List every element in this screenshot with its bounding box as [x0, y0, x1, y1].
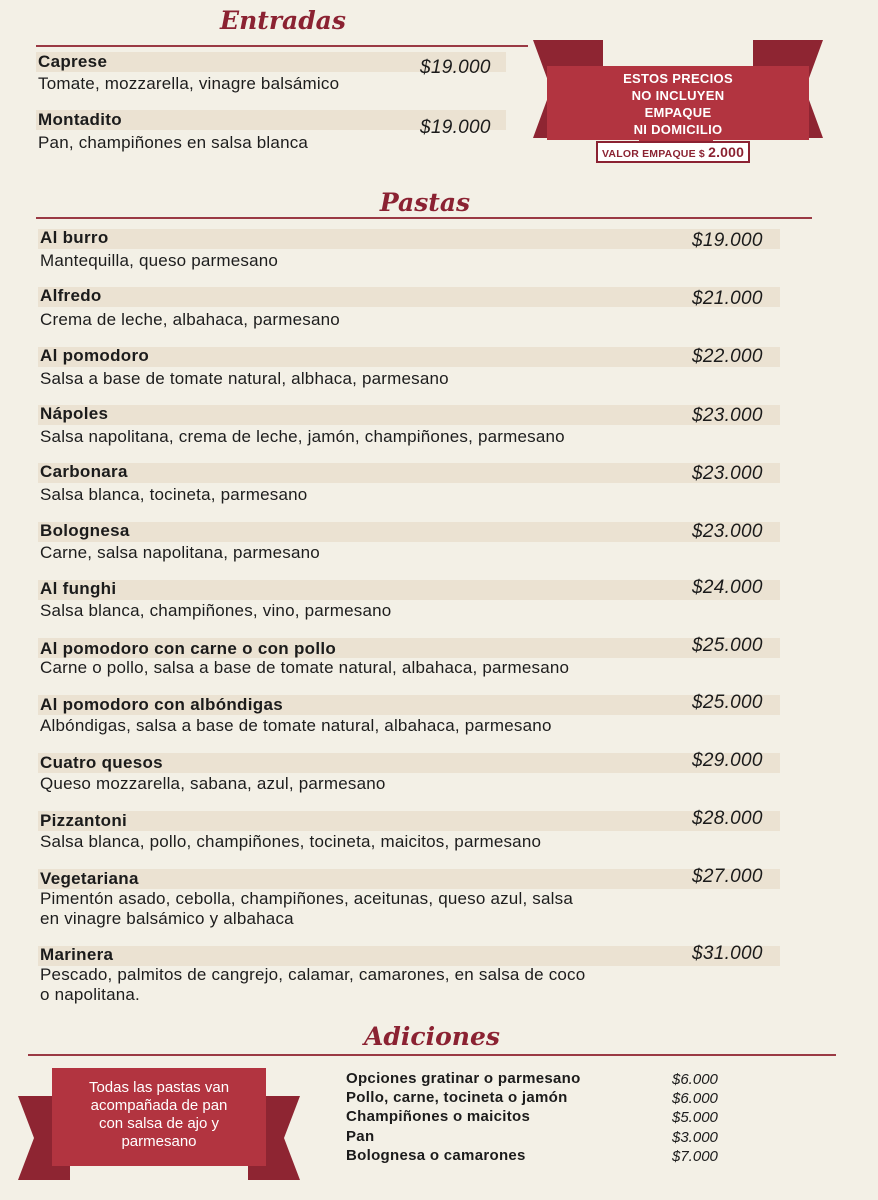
adiciones-title: Adiciones	[364, 1022, 500, 1051]
entrada-desc-caprese: Tomate, mozzarella, vinagre balsámico	[38, 74, 340, 93]
pasta-price: $31.000	[692, 943, 763, 964]
pasta-price: $21.000	[692, 288, 763, 309]
pasta-price: $25.000	[692, 692, 763, 713]
pasta-name: Al pomodoro	[40, 346, 150, 365]
packaging-fee-label: VALOR EMPAQUE $	[602, 148, 705, 160]
pasta-band	[38, 287, 780, 307]
pasta-desc-line2: o napolitana.	[40, 985, 140, 1004]
pasta-band	[38, 522, 780, 542]
addition-name: Opciones gratinar o parmesano	[346, 1070, 581, 1087]
pastas-title: Pastas	[379, 188, 471, 217]
side-note-text	[52, 1079, 266, 1151]
addition-name: Pan	[346, 1128, 375, 1145]
notice-text	[583, 70, 773, 138]
pasta-name: Pizzantoni	[40, 811, 128, 830]
pasta-price: $23.000	[692, 521, 763, 542]
pasta-price: $22.000	[692, 346, 763, 367]
addition-name: Pollo, carne, tocineta o jamón	[346, 1089, 568, 1106]
addition-price: $6.000	[672, 1090, 718, 1107]
notice-line-3: EMPAQUE	[644, 105, 712, 120]
pasta-name: Al pomodoro con albóndigas	[40, 695, 283, 714]
pasta-name: Vegetariana	[40, 869, 139, 888]
pasta-name: Al funghi	[40, 579, 117, 598]
addition-price: $5.000	[672, 1109, 718, 1126]
pasta-price: $23.000	[692, 463, 763, 484]
pasta-price: $27.000	[692, 866, 763, 887]
pastas-rule	[36, 217, 812, 219]
side-note-line-3: con salsa de ajo y	[98, 1115, 220, 1132]
pasta-name: Bolognesa	[40, 521, 130, 540]
notice-line-4: NI DOMICILIO	[633, 122, 723, 137]
pasta-price: $19.000	[692, 230, 763, 251]
packaging-fee-tag	[596, 141, 750, 163]
pasta-price: $28.000	[692, 808, 763, 829]
addition-price: $6.000	[672, 1071, 718, 1088]
pasta-desc: Salsa blanca, pollo, champiñones, tocineta, maicitos, parmesano	[40, 832, 542, 851]
entradas-title: Entradas	[220, 6, 346, 35]
pasta-name: Nápoles	[40, 404, 109, 423]
pasta-price: $29.000	[692, 750, 763, 771]
pasta-desc: Albóndigas, salsa a base de tomate natural, albahaca, parmesano	[40, 716, 552, 735]
addition-price: $7.000	[672, 1148, 718, 1165]
pasta-name: Carbonara	[40, 462, 128, 481]
entradas-rule	[36, 45, 528, 47]
addition-name: Bolognesa o camarones	[346, 1147, 526, 1164]
pasta-price: $25.000	[692, 635, 763, 656]
pasta-band	[38, 811, 780, 831]
pasta-band	[38, 869, 780, 889]
notice-line-1: ESTOS PRECIOS	[623, 71, 733, 86]
pasta-desc: Salsa blanca, tocineta, parmesano	[40, 485, 308, 504]
entrada-price-caprese: $19.000	[420, 57, 491, 78]
entrada-price-montadito: $19.000	[420, 117, 491, 138]
pasta-band	[38, 229, 780, 249]
pasta-name: Marinera	[40, 945, 114, 964]
pasta-name: Al pomodoro con carne o con pollo	[40, 639, 337, 658]
pasta-name: Al burro	[40, 228, 109, 247]
pasta-band	[38, 946, 780, 966]
adiciones-rule	[28, 1054, 836, 1056]
pasta-desc: Salsa blanca, champiñones, vino, parmesano	[40, 601, 392, 620]
pasta-desc-line2: en vinagre balsámico y albahaca	[40, 909, 294, 928]
addition-name: Champiñones o maicitos	[346, 1108, 531, 1125]
addition-price: $3.000	[672, 1129, 718, 1146]
pasta-desc: Crema de leche, albahaca, parmesano	[40, 310, 340, 329]
pasta-band	[38, 580, 780, 600]
pasta-price: $24.000	[692, 577, 763, 598]
entrada-desc-montadito: Pan, champiñones en salsa blanca	[38, 133, 309, 152]
pasta-name: Cuatro quesos	[40, 753, 163, 772]
pasta-desc: Salsa a base de tomate natural, albhaca, parmesano	[40, 369, 449, 388]
pasta-desc: Mantequilla, queso parmesano	[40, 251, 279, 270]
pasta-name: Alfredo	[40, 286, 102, 305]
pasta-desc: Carne, salsa napolitana, parmesano	[40, 543, 320, 562]
pasta-band	[38, 405, 780, 425]
pasta-band	[38, 347, 780, 367]
pasta-band	[38, 463, 780, 483]
entrada-name-montadito: Montadito	[38, 110, 122, 129]
side-note-line-4: parmesano	[121, 1133, 197, 1150]
side-note-line-2: acompañada de pan	[90, 1097, 228, 1114]
notice-line-2: NO INCLUYEN	[631, 88, 725, 103]
side-note-line-1: Todas las pastas van	[88, 1079, 230, 1096]
pasta-desc: Carne o pollo, salsa a base de tomate natural, albahaca, parmesano	[40, 658, 570, 677]
pasta-desc: Queso mozzarella, sabana, azul, parmesano	[40, 774, 386, 793]
entrada-name-caprese: Caprese	[38, 52, 108, 71]
pasta-desc: Pescado, palmitos de cangrejo, calamar, camarones, en salsa de coco	[40, 965, 586, 984]
pasta-price: $23.000	[692, 405, 763, 426]
packaging-fee-amount: 2.000	[708, 144, 745, 160]
pasta-desc: Salsa napolitana, crema de leche, jamón, champiñones, parmesano	[40, 427, 565, 446]
pasta-desc: Pimentón asado, cebolla, champiñones, aceitunas, queso azul, salsa	[40, 889, 573, 908]
